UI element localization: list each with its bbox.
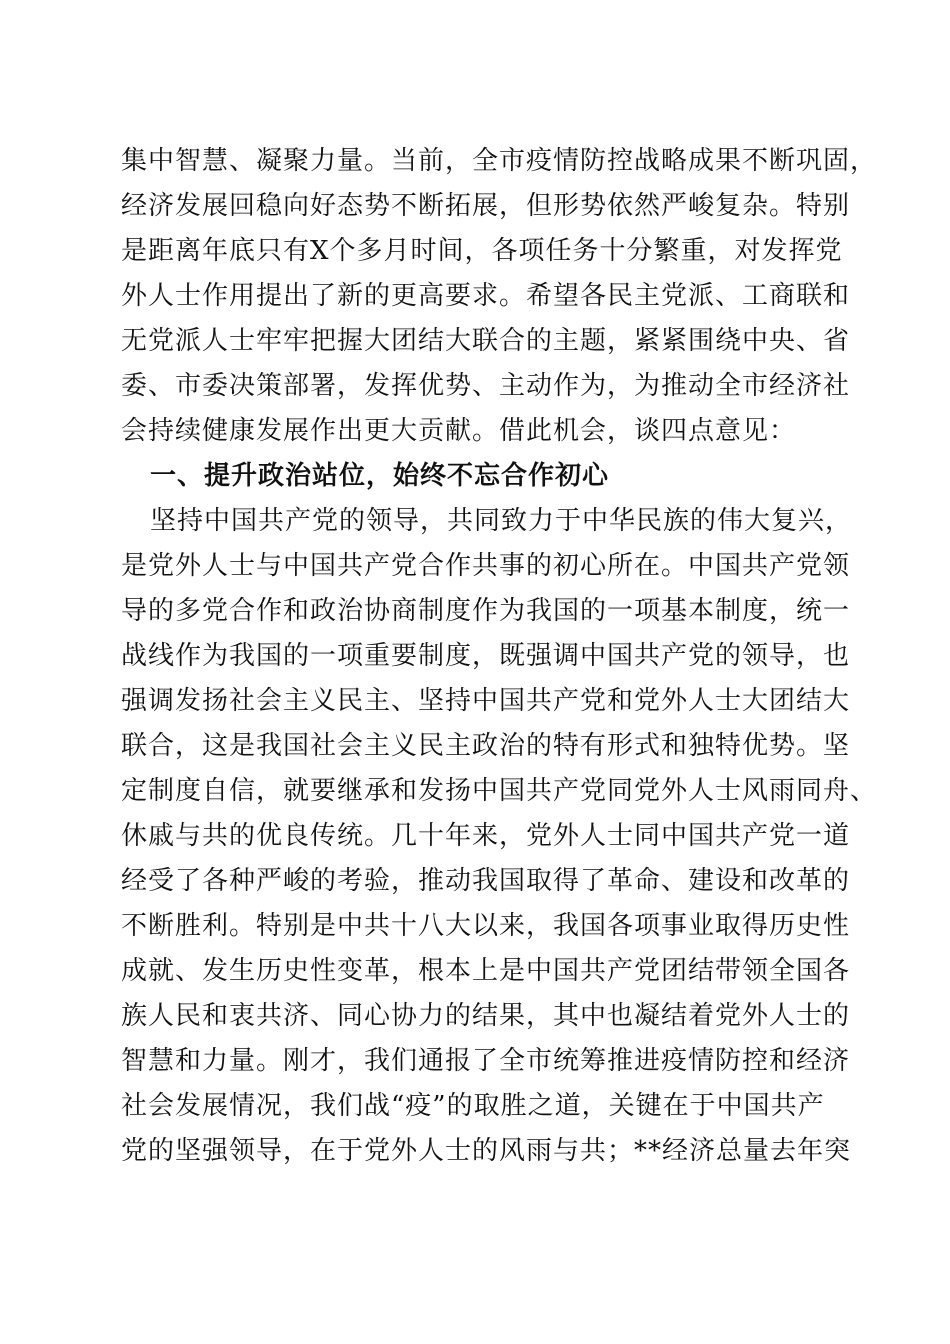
paragraph-2-line-10: 不断胜利。特别是中共十八大以来，我国各项事业取得历史性	[121, 911, 851, 941]
paragraph-1-line-7: 会持续健康发展作出更大贡献。借此机会，谈四点意见：	[121, 416, 797, 446]
paragraph-2-line-6: 联合，这是我国社会主义民主政治的特有形式和独特优势。坚	[121, 731, 851, 761]
paragraph-2-line-11: 成就、发生历史性变革，根本上是中国共产党团结带领全国各	[121, 956, 851, 986]
paragraph-2-line-12: 族人民和衷共济、同心协力的结果，其中也凝结着党外人士的	[121, 1001, 851, 1031]
paragraph-1-line-3: 是距离年底只有X个多月时间，各项任务十分繁重，对发挥党	[121, 236, 843, 266]
section-heading-1: 一、提升政治站位，始终不忘合作初心	[150, 461, 610, 491]
paragraph-1-line-6: 委、市委决策部署，发挥优势、主动作为，为推动全市经济社	[121, 371, 851, 401]
paragraph-2-line-4: 战线作为我国的一项重要制度，既强调中国共产党的领导，也	[121, 641, 851, 671]
paragraph-1-line-2: 经济发展回稳向好态势不断拓展，但形势依然严峻复杂。特别	[121, 191, 851, 221]
paragraph-2-line-9: 经受了各种严峻的考验，推动我国取得了革命、建设和改革的	[121, 866, 851, 896]
paragraph-2-line-2: 是党外人士与中国共产党合作共事的初心所在。中国共产党领	[121, 551, 851, 581]
paragraph-2-line-5: 强调发扬社会主义民主、坚持中国共产党和党外人士大团结大	[121, 686, 851, 716]
paragraph-2-line-7: 定制度自信，就要继承和发扬中国共产党同党外人士风雨同舟、	[121, 776, 878, 806]
paragraph-2-line-15: 党的坚强领导，在于党外人士的风雨与共；**经济总量去年突	[121, 1136, 852, 1166]
paragraph-2-line-3: 导的多党合作和政治协商制度作为我国的一项基本制度，统一	[121, 596, 851, 626]
paragraph-2-line-1: 坚持中国共产党的领导，共同致力于中华民族的伟大复兴，	[150, 506, 853, 536]
paragraph-2-line-14: 社会发展情况，我们战“疫”的取胜之道，关键在于中国共产	[121, 1091, 825, 1121]
paragraph-1-line-1: 集中智慧、凝聚力量。当前，全市疫情防控战略成果不断巩固，	[121, 146, 878, 176]
paragraph-2-line-8: 休戚与共的优良传统。几十年来，党外人士同中国共产党一道	[121, 821, 851, 851]
paragraph-1-line-4: 外人士作用提出了新的更高要求。希望各民主党派、工商联和	[121, 281, 851, 311]
paragraph-2-line-13: 智慧和力量。刚才，我们通报了全市统筹推进疫情防控和经济	[121, 1046, 851, 1076]
paragraph-1-line-5: 无党派人士牢牢把握大团结大联合的主题，紧紧围绕中央、省	[121, 326, 851, 356]
